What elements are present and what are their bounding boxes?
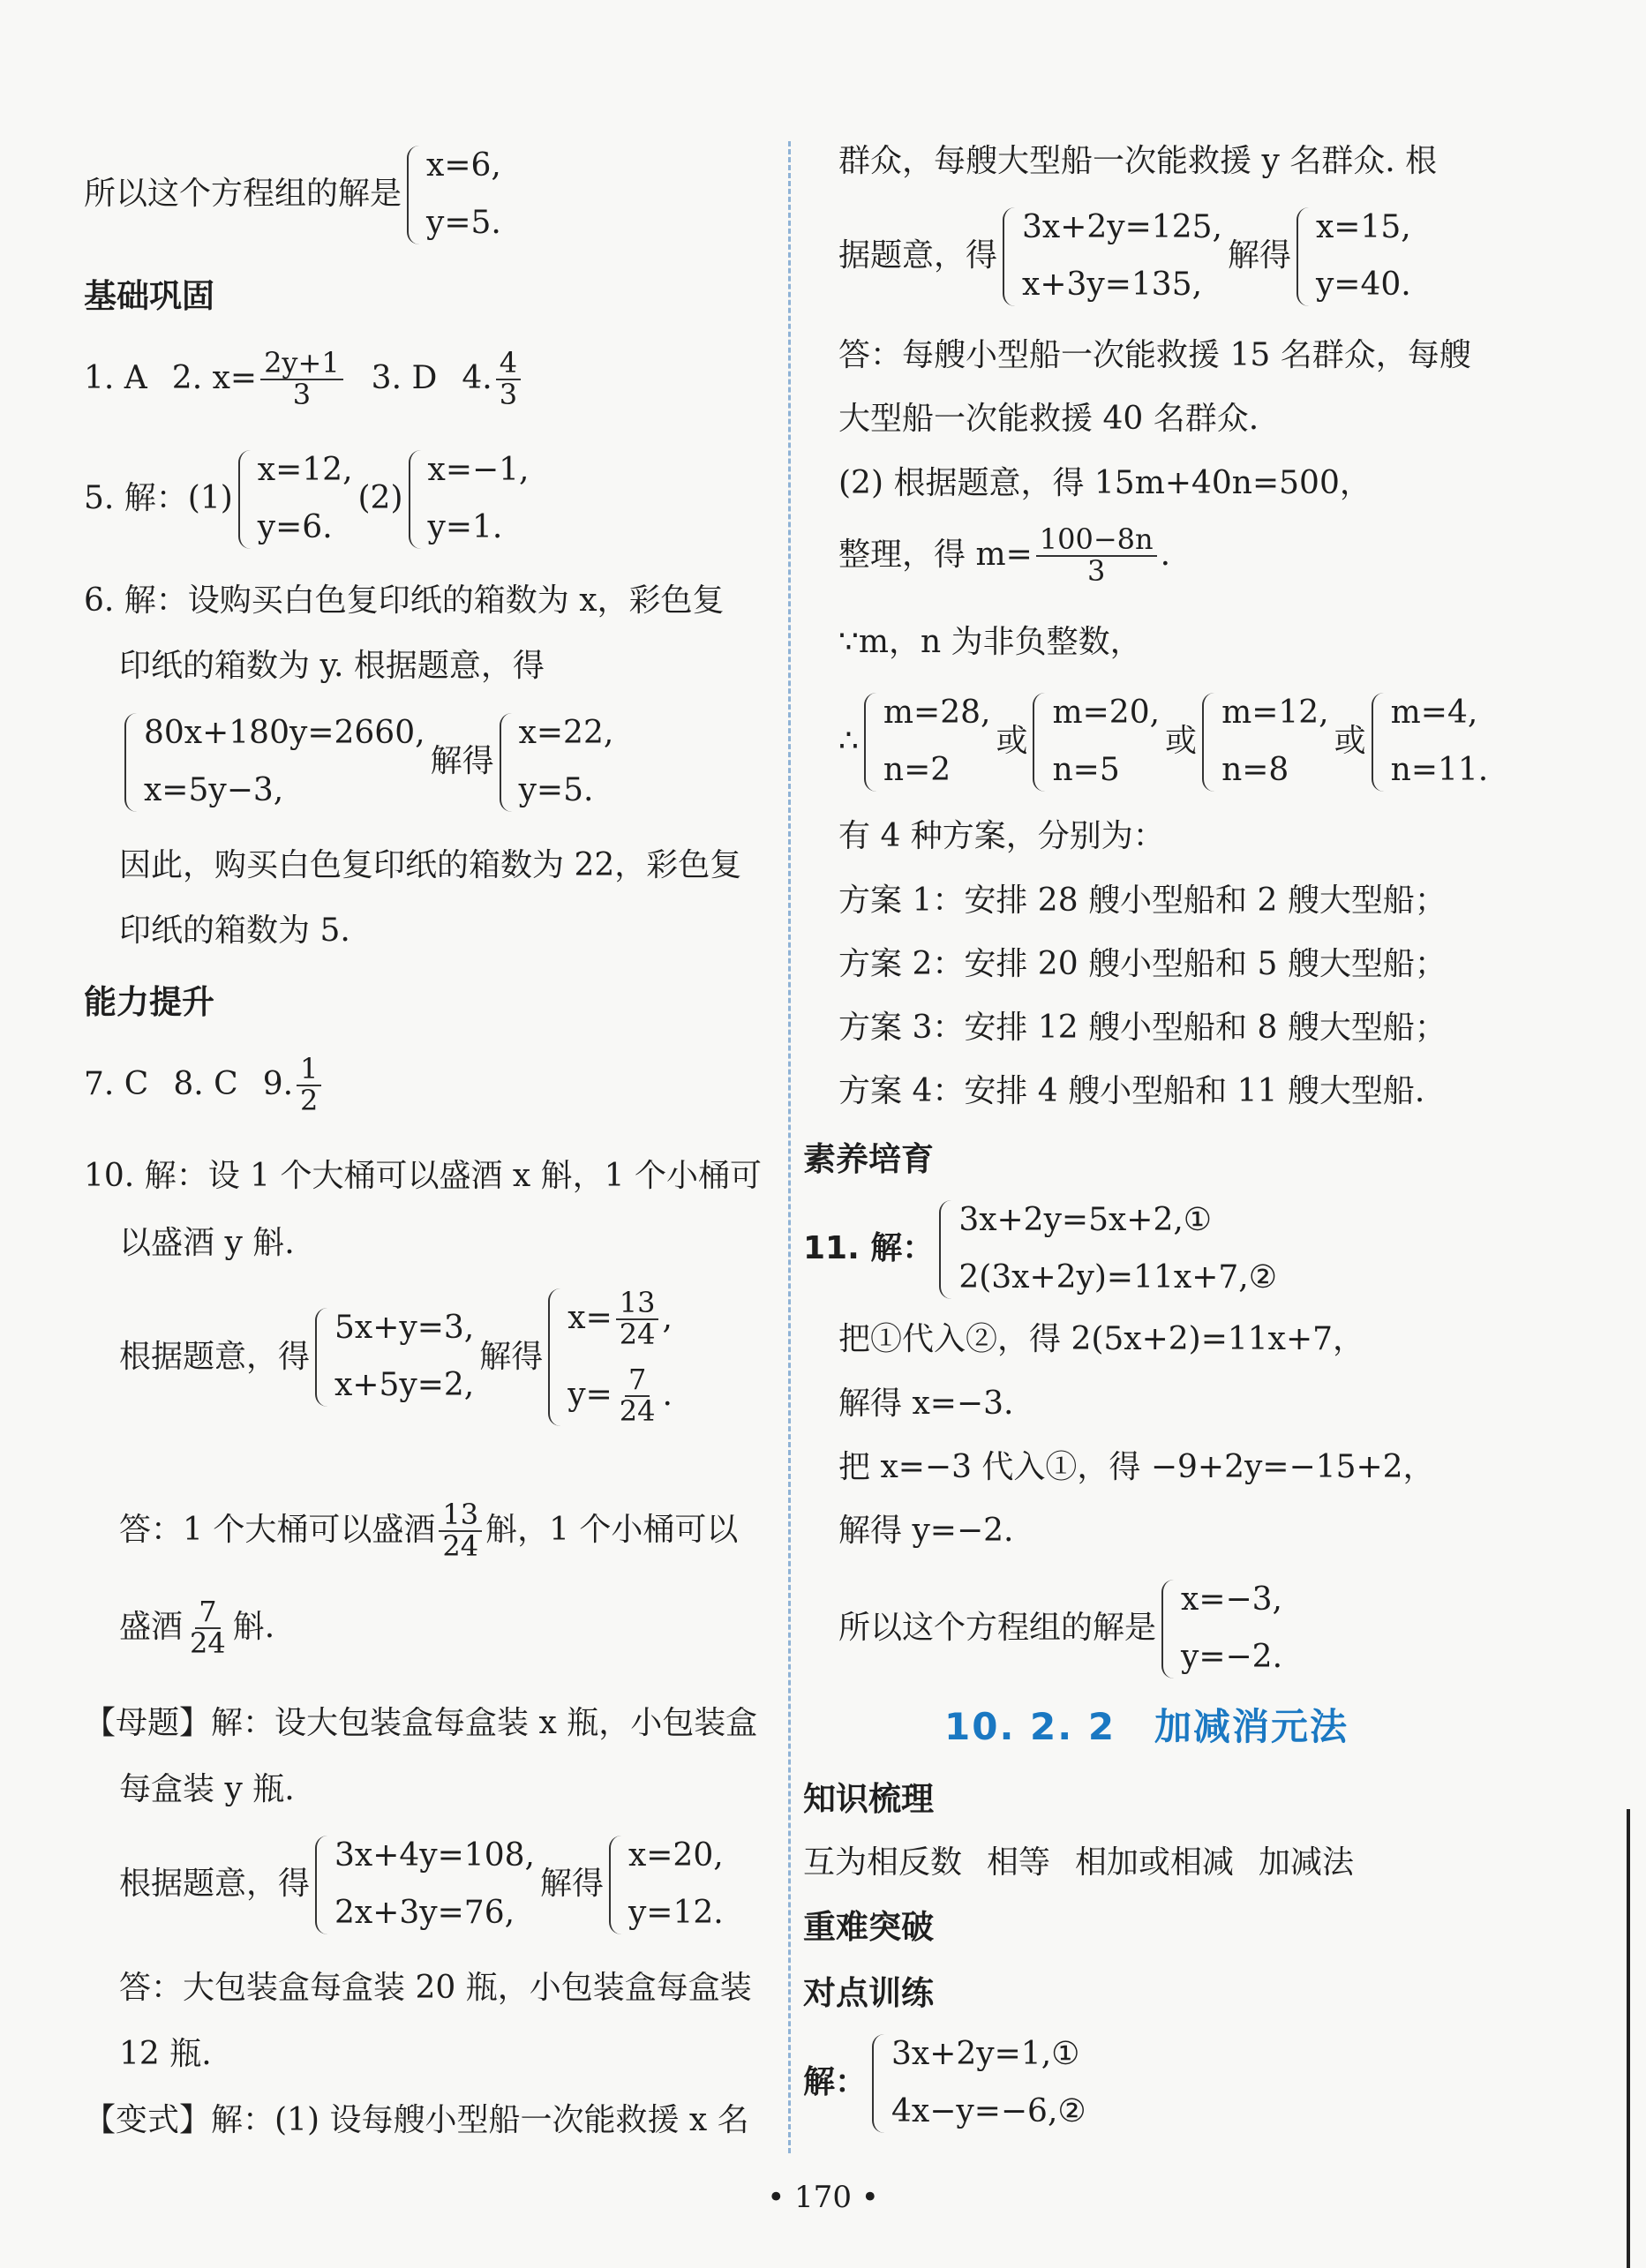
text: 解得 xyxy=(430,743,494,780)
equation-system: 3x+2y=125, x+3y=135, xyxy=(1003,207,1222,306)
equation-system: 5x+y=3, x+5y=2, xyxy=(315,1308,474,1407)
text-line: 答：每艘小型船一次能救援 15 名群众，每艘 xyxy=(838,337,1471,373)
equation-system: x=−3, y=−2. xyxy=(1161,1580,1282,1678)
text: 根据题意，得 xyxy=(119,1338,311,1375)
text-line: 方案 3：安排 12 艘小型船和 8 艘大型船； xyxy=(838,1010,1447,1046)
answers-7-9 xyxy=(84,1052,325,1117)
variant-system: 据题意，得 3x+2y=125, x+3y=135, 解得 x=15, y=40. xyxy=(803,207,1417,306)
answer: 4. xyxy=(462,360,492,397)
equation-system: x=−1, y=1. xyxy=(409,450,530,549)
equation-system: m=28, n=2 xyxy=(864,693,991,792)
text-line: 有 4 种方案，分别为： xyxy=(838,818,1165,854)
formula-line: 整理，得 m= $\frac{100-8n}{3}$ . xyxy=(838,522,1171,588)
text-line: 解得 x=−3. xyxy=(838,1386,1014,1422)
practice-system: 解： 3x+2y=1,① 4x−y=−6,② xyxy=(803,2034,1092,2133)
equation-system: m=4, n=11. xyxy=(1372,693,1489,792)
answer-5 xyxy=(84,450,535,549)
text-line: 大型船一次能救援 40 名群众. xyxy=(838,401,1259,437)
fraction: $\frac{13}{24}$ xyxy=(439,1500,482,1561)
equation-system: x=6, y=5. xyxy=(407,146,501,244)
scan-edge xyxy=(1627,1809,1630,2268)
section-title: 10. 2. 2 加减消元法 xyxy=(944,1705,1349,1748)
answer-11-solution: 所以这个方程组的解是 x=−3, y=−2. xyxy=(803,1580,1288,1678)
text-line: 因此，购买白色复印纸的箱数为 22，彩色复 xyxy=(119,847,742,883)
equation-system: 3x+4y=108, 2x+3y=76, xyxy=(315,1836,535,1934)
text-line: 把 x=−3 代入①，得 −9+2y=−15+2， xyxy=(838,1449,1435,1485)
mother-problem-system: 根据题意，得 3x+4y=108, 2x+3y=76, 解得 x=20, y=12. xyxy=(84,1836,729,1934)
section-heading: 素养培育 xyxy=(803,1140,934,1178)
text-line: 解得 y=−2. xyxy=(838,1513,1014,1549)
equation-system: m=20, n=5 xyxy=(1033,693,1160,792)
fraction: $\frac{4}{3}$ xyxy=(496,349,521,409)
answer: 9. xyxy=(262,1066,294,1103)
equation-system: 80x+180y=2660, x=5y−3, xyxy=(124,713,425,812)
section-heading: 重难突破 xyxy=(803,1908,934,1946)
answer: 7. C xyxy=(84,1066,149,1103)
equation-system: x=20, y=12. xyxy=(609,1836,724,1934)
text-line: 【变式】解：(1) 设每艘小型船一次能救援 x 名 xyxy=(84,2102,749,2138)
prev-solution-line xyxy=(84,146,507,244)
answer: 1. A xyxy=(84,360,147,397)
cases-line: ∴ m=28, n=2 或 m=20, n=5 或 m=12, n=8 或 m=4, n=11. xyxy=(803,693,1493,792)
text-line: 以盛酒 y 斛. xyxy=(119,1225,295,1261)
answer-11-system: 11. 解： 3x+2y=5x+2,① 2(3x+2y)=11x+7,② xyxy=(803,1200,1282,1299)
text-line: 答：大包装盒每盒装 20 瓶，小包装盒每盒装 xyxy=(119,1970,752,2006)
text-line: ∵m，n 为非负整数， xyxy=(838,624,1142,660)
text: 解得 xyxy=(479,1338,544,1375)
text-line: 方案 1：安排 28 艘小型船和 2 艘大型船； xyxy=(838,882,1447,919)
text: (2) xyxy=(357,480,403,517)
page-number: • 170 • xyxy=(767,2180,879,2215)
text-line: 把①代入②，得 2(5x+2)=11x+7， xyxy=(838,1321,1365,1357)
fraction: $\frac{1}{2}$ xyxy=(297,1055,321,1115)
answer: 8. C xyxy=(173,1066,238,1103)
section-heading: 知识梳理 xyxy=(803,1780,934,1818)
text-line: 每盒装 y 瓶. xyxy=(119,1771,295,1807)
fraction: $\frac{100-8n}{3}$ xyxy=(1036,525,1157,586)
text-line: 方案 2：安排 20 艘小型船和 5 艘大型船； xyxy=(838,946,1447,982)
answer-10-conclusion: 答：1 个大桶可以盛酒 $\frac{13}{24}$ 斛，1 个小桶可以 xyxy=(119,1498,739,1563)
answer-10-system xyxy=(84,1288,678,1426)
text-line: (2) 根据题意，得 15m+40n=500， xyxy=(838,465,1372,501)
text-line: 【母题】解：设大包装盒每盒装 x 瓶，小包装盒 xyxy=(84,1705,758,1741)
text-line: 10. 解：设 1 个大桶可以盛酒 x 斛，1 个小桶可 xyxy=(84,1158,763,1194)
equation-system: 3x+2y=5x+2,① 2(3x+2y)=11x+7,② xyxy=(939,1200,1277,1299)
equation-system: x=15, y=40. xyxy=(1297,207,1411,306)
answer: 3. D xyxy=(371,360,438,397)
text: 所以这个方程组的解是 xyxy=(84,176,402,213)
text-line: 印纸的箱数为 5. xyxy=(119,912,350,949)
fraction: $\frac{2y+1}{3}$ xyxy=(260,349,343,409)
equation-system: x=12, y=6. xyxy=(238,450,353,549)
equation-system: x= $\frac{13}{24}$ , y= $\frac{7}{24}$ . xyxy=(548,1288,673,1426)
fraction: $\frac{7}{24}$ xyxy=(190,1595,226,1660)
column-divider xyxy=(788,141,791,2153)
answer: 2. x= xyxy=(171,360,258,397)
section-heading: 能力提升 xyxy=(84,983,214,1021)
section-heading: 对点训练 xyxy=(803,1974,934,2012)
equation-system: 3x+2y=1,① 4x−y=−6,② xyxy=(872,2034,1086,2133)
text-line: 印纸的箱数为 y. 根据题意，得 xyxy=(119,648,545,684)
section-heading: 基础巩固 xyxy=(84,277,214,315)
knowledge-answers: 互为相反数 相等 相加或相减 加减法 xyxy=(803,1844,1355,1881)
text: 5. 解：(1) xyxy=(84,480,233,517)
equation-system: x=22, y=5. xyxy=(500,713,614,812)
answers-1-4 xyxy=(84,346,524,411)
text-line: 群众，每艘大型船一次能救援 y 名群众. 根 xyxy=(838,143,1438,179)
text-line: 12 瓶. xyxy=(119,2036,212,2072)
answer-10-conclusion-2: 盛酒 $\frac{7}{24}$ 斛. xyxy=(119,1595,275,1660)
answer-6-system xyxy=(84,713,619,812)
equation-system: m=12, n=8 xyxy=(1202,693,1329,792)
text-line: 方案 4：安排 4 艘小型船和 11 艘大型船. xyxy=(838,1073,1425,1109)
text-line: 6. 解：设购买白色复印纸的箱数为 x，彩色复 xyxy=(84,582,725,619)
